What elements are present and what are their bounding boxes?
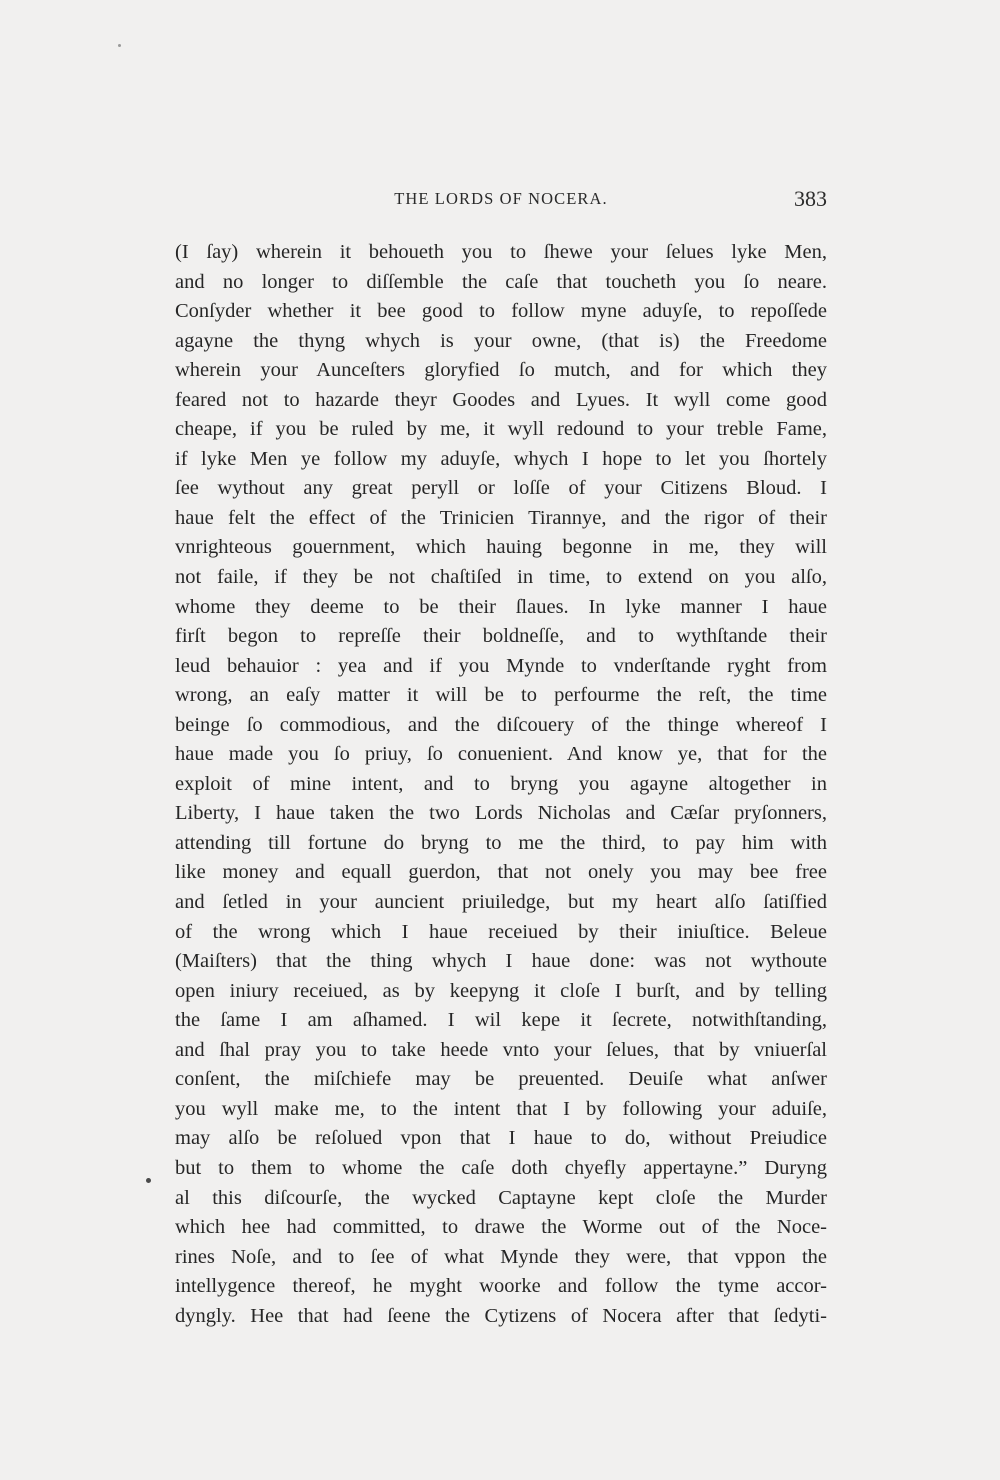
text-line: which hee had committed, to drawe the Worme out of the Noce- [175,1216,827,1239]
text-line: haue made you ſo priuy, ſo conuenient. And know ye, that for the [175,743,827,766]
text-line: dyngly. Hee that had ſeene the Cytizens of Nocera after that ſedyti- [175,1304,827,1327]
text-line: and ſhal pray you to take heede vnto your ſelues, that by vniuerſal [175,1038,827,1061]
body-text [175,238,827,1331]
text-line: if lyke Men ye follow my aduyſe, whych I hope to let you ſhortely [175,447,827,470]
text-line: (I ſay) wherein it behoueth you to ſhewe your ſelues lyke Men, [175,241,827,263]
running-title: THE LORDS OF NOCERA. [394,189,608,208]
text-line: you wyll make me, to the intent that I by following your aduiſe, [175,1097,827,1120]
text-line: but to them to whome the caſe doth chyefly appertayne.” Duryng [175,1156,827,1179]
text-line: intellygence thereof, he myght woorke and follow the tyme accor- [175,1275,827,1298]
text-line: not faile, if they be not chaſtiſed in time, to extend on you alſo, [175,566,827,589]
text-line: may alſo be reſolued vpon that I haue to do, without Preiudice [175,1127,827,1150]
text-line: leud behauior : yea and if you Mynde to vnderſtande ryght from [175,654,827,677]
text-line: open iniury receiued, as by keepyng it cloſe I burſt, and by telling [175,979,827,1002]
text-line: like money and equall guerdon, that not onely you may bee free [175,861,827,884]
text-line: conſent, the miſchiefe may be preuented. Deuiſe what anſwer [175,1068,827,1091]
text-line: of the wrong which I haue receiued by their iniuſtice. Beleue [175,920,827,943]
text-line: whome they deeme to be their ſlaues. In lyke manner I haue [175,595,827,618]
text-line: al this diſcourſe, the wycked Captayne kept cloſe the Murder [175,1186,827,1209]
running-head [175,187,827,217]
text-line: beinge ſo commodious, and the diſcouery of the thinge whereof I [175,713,827,736]
text-line: haue felt the effect of the Trinicien Tirannye, and the rigor of their [175,506,827,529]
text-line: firſt begon to repreſſe their boldneſſe, and to wythſtande their [175,625,827,648]
text-line: the ſame I am aſhamed. I wil kepe it ſecrete, notwithſtanding, [175,1009,827,1032]
text-line: ſee wythout any great peryll or loſſe of your Citizens Bloud. I [175,477,827,500]
text-line: wrong, an eaſy matter it will be to perfourme the reſt, the time [175,684,827,707]
text-line: agayne the thyng whych is your owne, (that is) the Freedome [175,329,827,352]
text-line: rines Noſe, and to ſee of what Mynde they were, that vppon the [175,1245,827,1268]
text-line: exploit of mine intent, and to bryng you agayne altogether in [175,772,827,795]
text-line: and no longer to diſſemble the caſe that toucheth you ſo neare. [175,270,827,293]
text-line: and ſetled in your auncient priuiledge, but my heart alſo ſatiſfied [175,891,827,914]
paper-speck [118,44,121,47]
text-line: (Maiſters) that the thing whych I haue done: was not wythoute [175,950,827,973]
page-number: 383 [794,186,827,211]
text-line: cheape, if you be ruled by me, it wyll redound to your treble Fame, [175,418,827,441]
text-line: feared not to hazarde theyr Goodes and Lyues. It wyll come good [175,388,827,411]
text-line: wherein your Aunceſters gloryfied ſo mutch, and for which they [175,359,827,382]
text-line: Conſyder whether it bee good to follow myne aduyſe, to repoſſede [175,300,827,323]
text-line: vnrighteous gouernment, which hauing begonne in me, they will [175,536,827,559]
text-line: attending till fortune do bryng to me the third, to pay him with [175,831,827,854]
margin-mark [146,1178,151,1183]
text-line: Liberty, I haue taken the two Lords Nicholas and Cæſar pryſonners, [175,802,827,825]
